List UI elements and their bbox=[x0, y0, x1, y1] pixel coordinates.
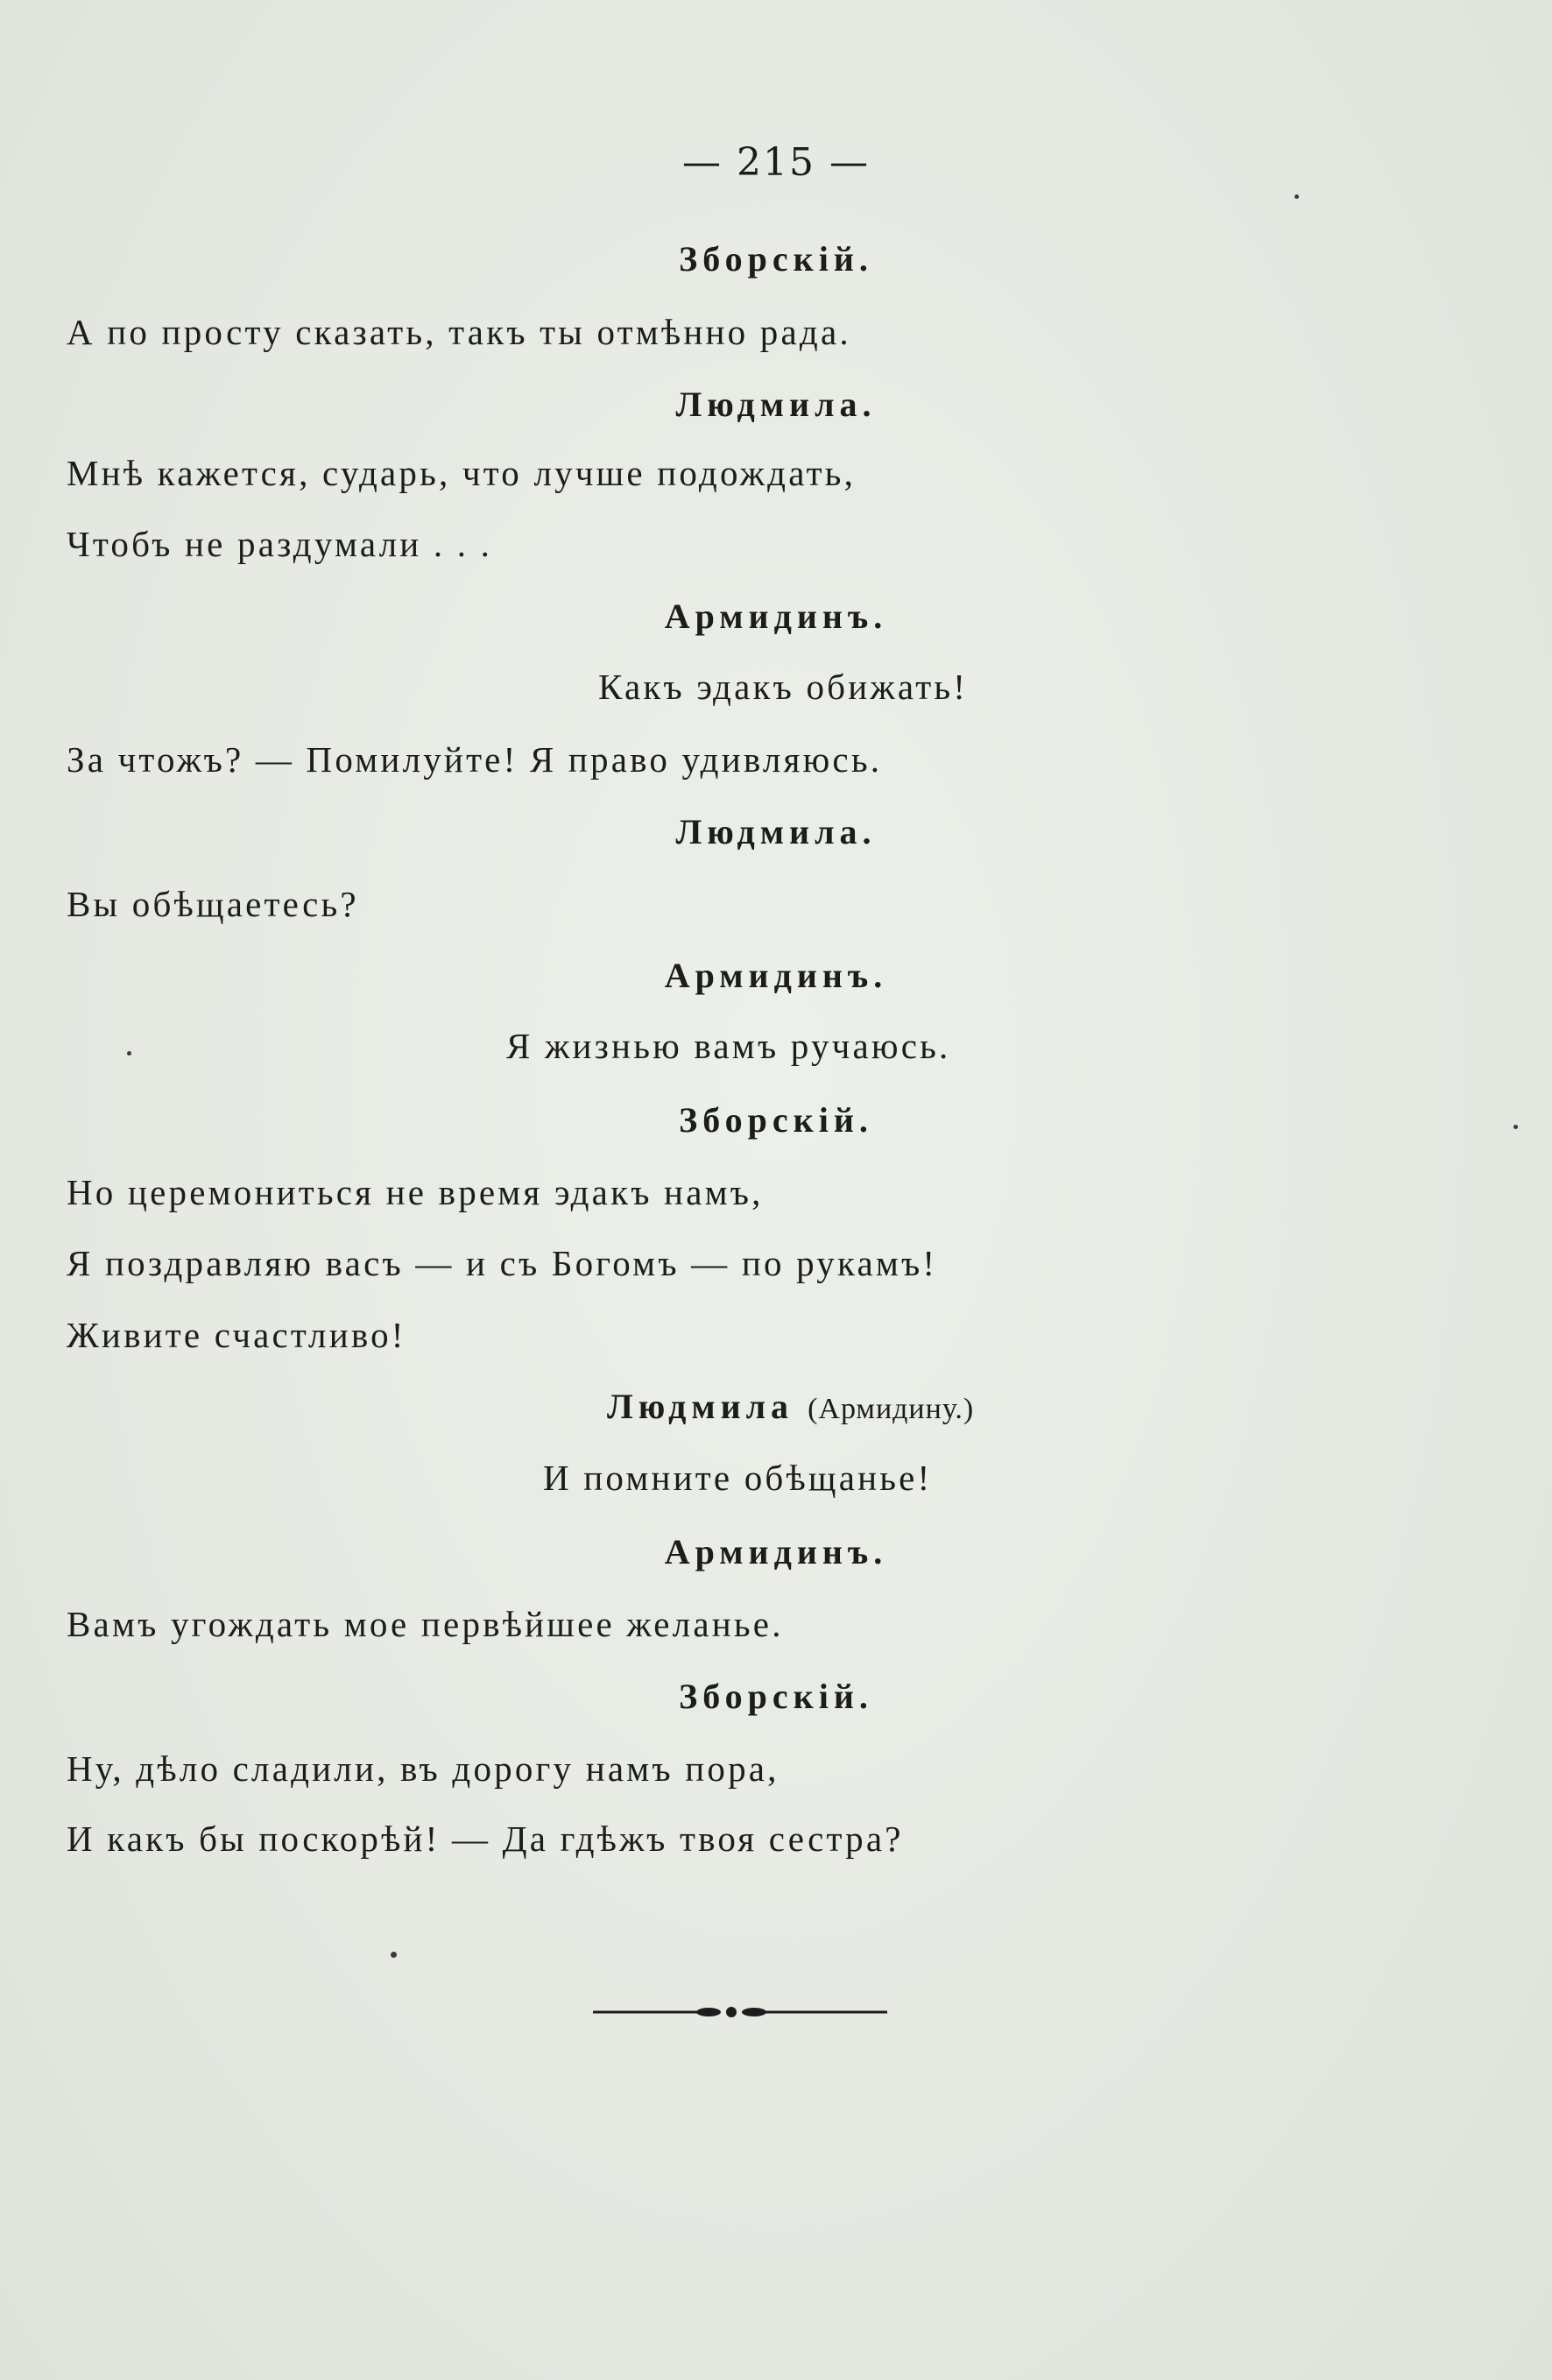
speaker-lyudmila: Людмила. bbox=[675, 812, 877, 851]
end-ornament bbox=[593, 2003, 887, 2021]
verse-line: Мнѣ кажется, сударь, что лучше подождать, bbox=[67, 453, 857, 493]
verse-line: Вы обѣщаетесь? bbox=[67, 884, 359, 924]
verse-line: Ну, дѣло сладили, въ дорогу намъ пора, bbox=[67, 1748, 780, 1789]
speaker-lyudmila bbox=[607, 1386, 974, 1427]
ink-speck bbox=[1295, 194, 1299, 199]
speaker-armidin: Армидинъ. bbox=[664, 956, 888, 995]
speaker-armidin: Армидинъ. bbox=[664, 1532, 888, 1571]
verse-line: Чтобъ не раздумали . . . bbox=[67, 524, 493, 564]
verse-line: Я поздравляю васъ — и съ Богомъ — по рукамъ! bbox=[67, 1243, 938, 1283]
verse-line: Какъ эдакъ обижать! bbox=[598, 667, 969, 707]
speaker-zborsky: Зборскій. bbox=[679, 1100, 873, 1140]
stage-direction: (Армидину.) bbox=[808, 1393, 975, 1425]
speaker-lyudmila: Людмила. bbox=[675, 385, 877, 424]
verse-line: Но церемониться не время эдакъ намъ, bbox=[67, 1172, 764, 1212]
speaker-armidin: Армидинъ. bbox=[664, 597, 888, 636]
verse-line: И какъ бы поскорѣй! — Да гдѣжъ твоя сестра? bbox=[67, 1819, 904, 1859]
page-number: — 215 — bbox=[682, 140, 870, 185]
speaker-name: Людмила bbox=[607, 1387, 794, 1426]
ink-speck bbox=[1513, 1125, 1518, 1129]
verse-line: И помните обѣщанье! bbox=[543, 1458, 933, 1498]
verse-line: А по просту сказать, такъ ты отмѣнно рада. bbox=[67, 312, 851, 352]
speaker-zborsky: Зборскій. bbox=[679, 239, 873, 279]
ink-speck bbox=[391, 1952, 397, 1958]
verse-line: Вамъ угождать мое первѣйшее желанье. bbox=[67, 1604, 784, 1644]
verse-line: Живите счастливо! bbox=[67, 1315, 406, 1355]
speaker-zborsky: Зборскій. bbox=[679, 1677, 873, 1716]
verse-line: Я жизнью вамъ ручаюсь. bbox=[506, 1026, 951, 1066]
verse-line: За чтожъ? — Помилуйте! Я право удивляюсь. bbox=[67, 739, 883, 780]
ink-speck bbox=[127, 1051, 131, 1056]
